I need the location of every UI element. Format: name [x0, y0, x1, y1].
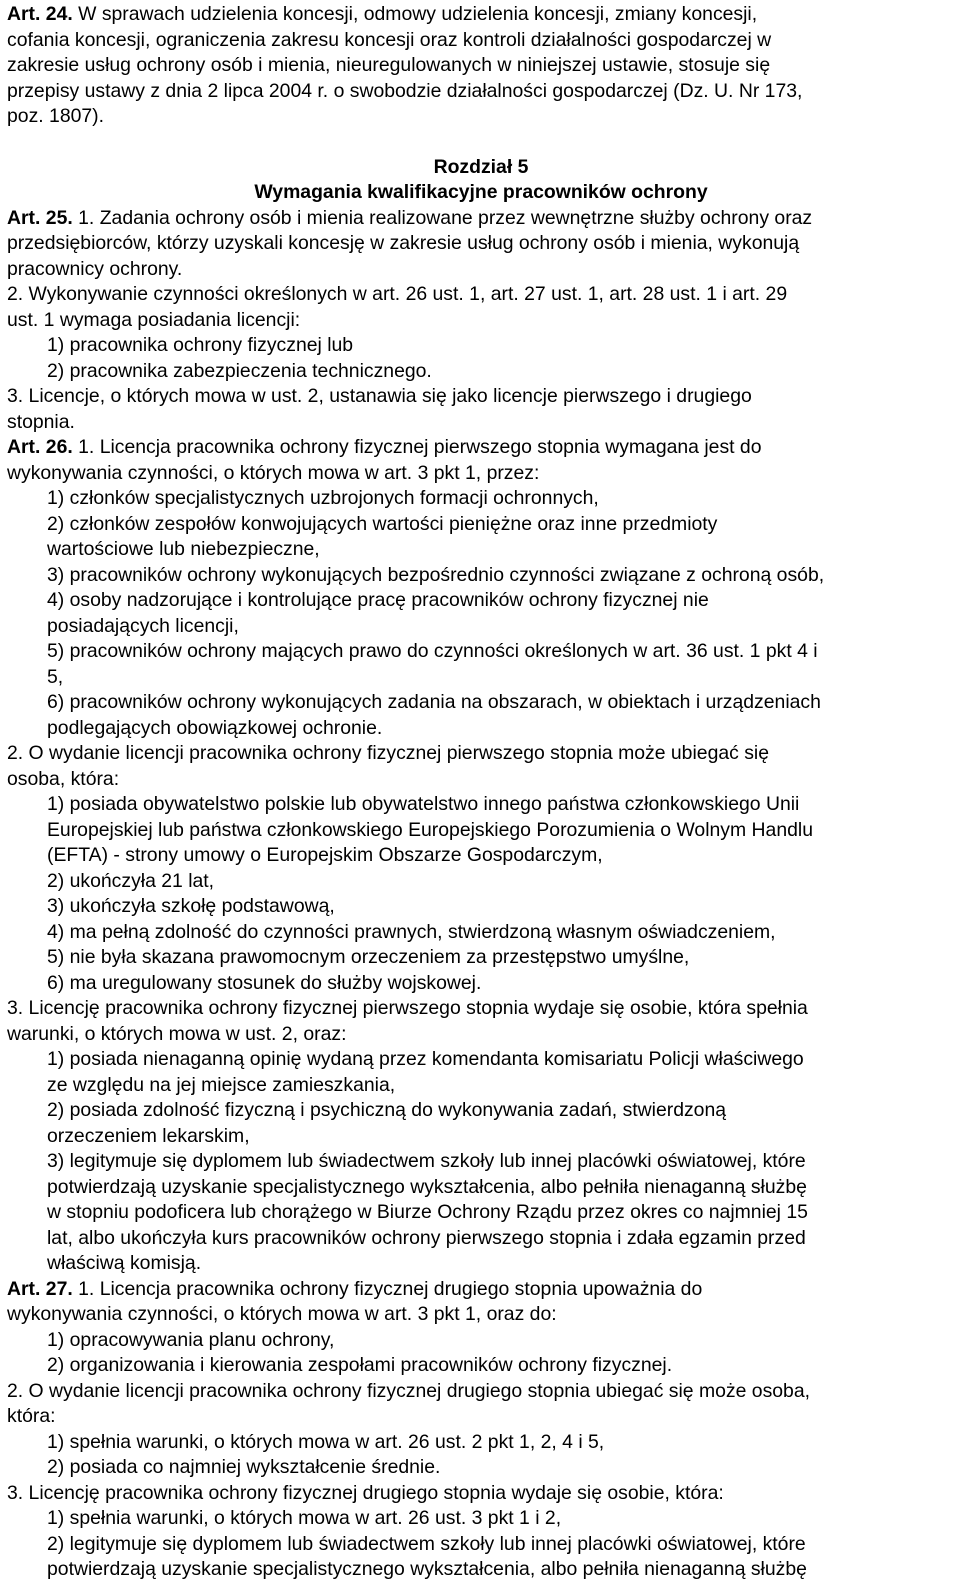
art27-para2-2: która: — [7, 1405, 56, 1427]
art27-item3-3: potwierdzają uzyskanie specjalistycznego wykształcenia, albo pełniła nienaganną służbę — [47, 1558, 807, 1580]
art26-line-1 — [7, 435, 955, 461]
art26-item1-9: 6) pracowników ochrony wykonujących zadania na obszarach, w obiektach i urządzeniach — [47, 691, 821, 713]
art27-item2-1: 1) spełnia warunki, o których mowa w art. 26 ust. 2 pkt 1, 2, 4 i 5, — [47, 1430, 605, 1453]
art26-para2-1: 2. O wydanie licencji pracownika ochrony fizycznej pierwszego stopnia może ubiegać się — [7, 742, 770, 764]
art25-text-1: 1. Zadania ochrony osób i mienia realizowane przez wewnętrzne służby ochrony oraz — [72, 206, 813, 229]
art27-item2-2: 2) posiada co najmniej wykształcenie średnie. — [47, 1456, 441, 1478]
art26-text-1: 1. Licencja pracownika ochrony fizycznej pierwszego stopnia wymagana jest do — [72, 436, 762, 458]
art26-item3-7: w stopniu podoficera lub chorążego w Biurze Ochrony Rządu przez okres co najmniej 15 — [47, 1201, 808, 1223]
art26-line-2: wykonywania czynności, o których mowa w art. 3 pkt 1, przez: — [7, 461, 540, 484]
art26-para3-2: warunki, o których mowa w ust. 2, oraz: — [7, 1022, 347, 1045]
art26-item2-7: 5) nie była skazana prawomocnym orzeczeniem za przestępstwo umyślne, — [47, 946, 690, 968]
art26-item3-3: 2) posiada zdolność fizyczną i psychiczną do wykonywania zadań, stwierdzoną — [47, 1099, 727, 1121]
art27-item3-1: 1) spełnia warunki, o których mowa w art. 26 ust. 3 pkt 1 i 2, — [47, 1507, 562, 1529]
art25-tail-1: 3. Licencje, o których mowa w ust. 2, ustanawia się jako licencje pierwszego i drugiego — [7, 385, 752, 407]
chapter-title: Wymagania kwalifikacyjne pracowników ochrony — [254, 181, 708, 203]
art25-tail-2: stopnia. — [7, 410, 75, 433]
art26-item2-1: 1) posiada obywatelstwo polskie lub obywatelstwo innego państwa członkowskiego Unii — [47, 793, 800, 815]
art25-item-1: 1) pracownika ochrony fizycznej lub — [47, 334, 354, 356]
art25-item-2: 2) pracownika zabezpieczenia technicznego. — [47, 359, 432, 382]
art27-para2-1: 2. O wydanie licencji pracownika ochrony fizycznej drugiego stopnia ubiegać się może osoba, — [7, 1379, 810, 1402]
document-page — [7, 2, 955, 1583]
art27-item1-2: 2) organizowania i kierowania zespołami pracowników ochrony fizycznej. — [47, 1354, 673, 1376]
art27-para3-1: 3. Licencję pracownika ochrony fizycznej drugiego stopnia wydaje się osobie, która: — [7, 1481, 724, 1504]
art25-line-2: przedsiębiorców, którzy uzyskali koncesję w zakresie usług ochrony osób i mienia, wykonują — [7, 232, 800, 254]
art27-line-1 — [7, 1277, 955, 1303]
art25-label: Art. 25. — [7, 206, 73, 229]
art26-item1-8: 5, — [47, 665, 64, 688]
art27-text-1: 1. Licencja pracownika ochrony fizycznej drugiego stopnia upoważnia do — [72, 1277, 703, 1300]
art26-item2-8: 6) ma uregulowany stosunek do służby wojskowej. — [47, 971, 482, 994]
art26-item1-4: 3) pracowników ochrony wykonujących bezpośrednio czynności związane z ochroną osób, — [47, 563, 825, 586]
art26-item2-6: 4) ma pełną zdolność do czynności prawnych, stwierdzoną własnym oświadczeniem, — [47, 920, 776, 943]
art27-label: Art. 27. — [7, 1277, 73, 1300]
art25-line-1 — [7, 206, 955, 232]
art26-para2-2: osoba, która: — [7, 767, 120, 790]
art26-item1-10: podlegających obowiązkowej ochronie. — [47, 716, 383, 739]
art26-item1-5: 4) osoby nadzorujące i kontrolujące pracę pracowników ochrony fizycznej nie — [47, 589, 709, 611]
art25-line-5: ust. 1 wymaga posiadania licencji: — [7, 308, 301, 331]
art25-line-3: pracownicy ochrony. — [7, 257, 183, 280]
art24-line-3: zakresie usług ochrony osób i mienia, nieuregulowanych w niniejszej ustawie, stosuje się — [7, 54, 771, 76]
art26-item3-1: 1) posiada nienaganną opinię wydaną przez komendanta komisariatu Policji właściwego — [47, 1048, 804, 1070]
art24-line-2: cofania koncesji, ograniczenia zakresu koncesji oraz kontroli działalności gospodarczej w — [7, 28, 772, 51]
art26-item1-2: 2) członków zespołów konwojujących wartości pieniężne oraz inne przedmioty — [47, 512, 718, 535]
chapter-number: Rozdział 5 — [433, 155, 529, 178]
art26-item1-1: 1) członków specjalistycznych uzbrojonych formacji ochronnych, — [47, 487, 599, 509]
art26-item2-4: 2) ukończyła 21 lat, — [47, 869, 215, 892]
art26-para3-1: 3. Licencję pracownika ochrony fizycznej pierwszego stopnia wydaje się osobie, która spełnia — [7, 997, 808, 1019]
art24-label: Art. 24. — [7, 3, 73, 25]
art26-item3-9: właściwą komisją. — [47, 1252, 202, 1274]
art27-item3-2: 2) legitymuje się dyplomem lub świadectwem szkoły lub innej placówki oświatowej, które — [47, 1532, 806, 1555]
art27-item1-1: 1) opracowywania planu ochrony, — [47, 1328, 335, 1351]
art26-item3-6: potwierdzają uzyskanie specjalistycznego wykształcenia, albo pełniła nienaganną służbę — [47, 1175, 807, 1198]
art27-line-2: wykonywania czynności, o których mowa w art. 3 pkt 1, oraz do: — [7, 1303, 557, 1325]
art26-item2-3: (EFTA) - strony umowy o Europejskim Obszarze Gospodarczym, — [47, 844, 603, 866]
art24-line-1 — [7, 2, 955, 28]
art24-line-4: przepisy ustawy z dnia 2 lipca 2004 r. o swobodzie działalności gospodarczej (Dz. U. Nr 173, — [7, 79, 803, 102]
art24-text-1: W sprawach udzielenia koncesji, odmowy udzielenia koncesji, zmiany koncesji, — [72, 3, 758, 25]
art26-item2-2: Europejskiej lub państwa członkowskiego Europejskiego Porozumienia o Wolnym Handlu — [47, 818, 813, 841]
art24-line-5: poz. 1807). — [7, 105, 105, 127]
spacer — [7, 130, 955, 155]
art26-item3-2: ze względu na jej miejsce zamieszkania, — [47, 1073, 396, 1096]
art26-item1-6: posiadających licencji, — [47, 614, 239, 637]
art26-label: Art. 26. — [7, 436, 73, 458]
art26-item2-5: 3) ukończyła szkołę podstawową, — [47, 895, 335, 917]
art26-item3-5: 3) legitymuje się dyplomem lub świadectwem szkoły lub innej placówki oświatowej, które — [47, 1150, 806, 1172]
art26-item3-4: orzeczeniem lekarskim, — [47, 1124, 250, 1147]
art26-item1-3: wartościowe lub niebezpieczne, — [47, 538, 320, 560]
art26-item1-7: 5) pracowników ochrony mających prawo do czynności określonych w art. 36 ust. 1 pkt 4 i — [47, 640, 818, 662]
art25-line-4: 2. Wykonywanie czynności określonych w art. 26 ust. 1, art. 27 ust. 1, art. 28 ust. 1 i art. 29 — [7, 283, 788, 305]
art26-item3-8: lat, albo ukończyła kurs pracowników ochrony pierwszego stopnia i zdała egzamin przed — [47, 1226, 806, 1249]
